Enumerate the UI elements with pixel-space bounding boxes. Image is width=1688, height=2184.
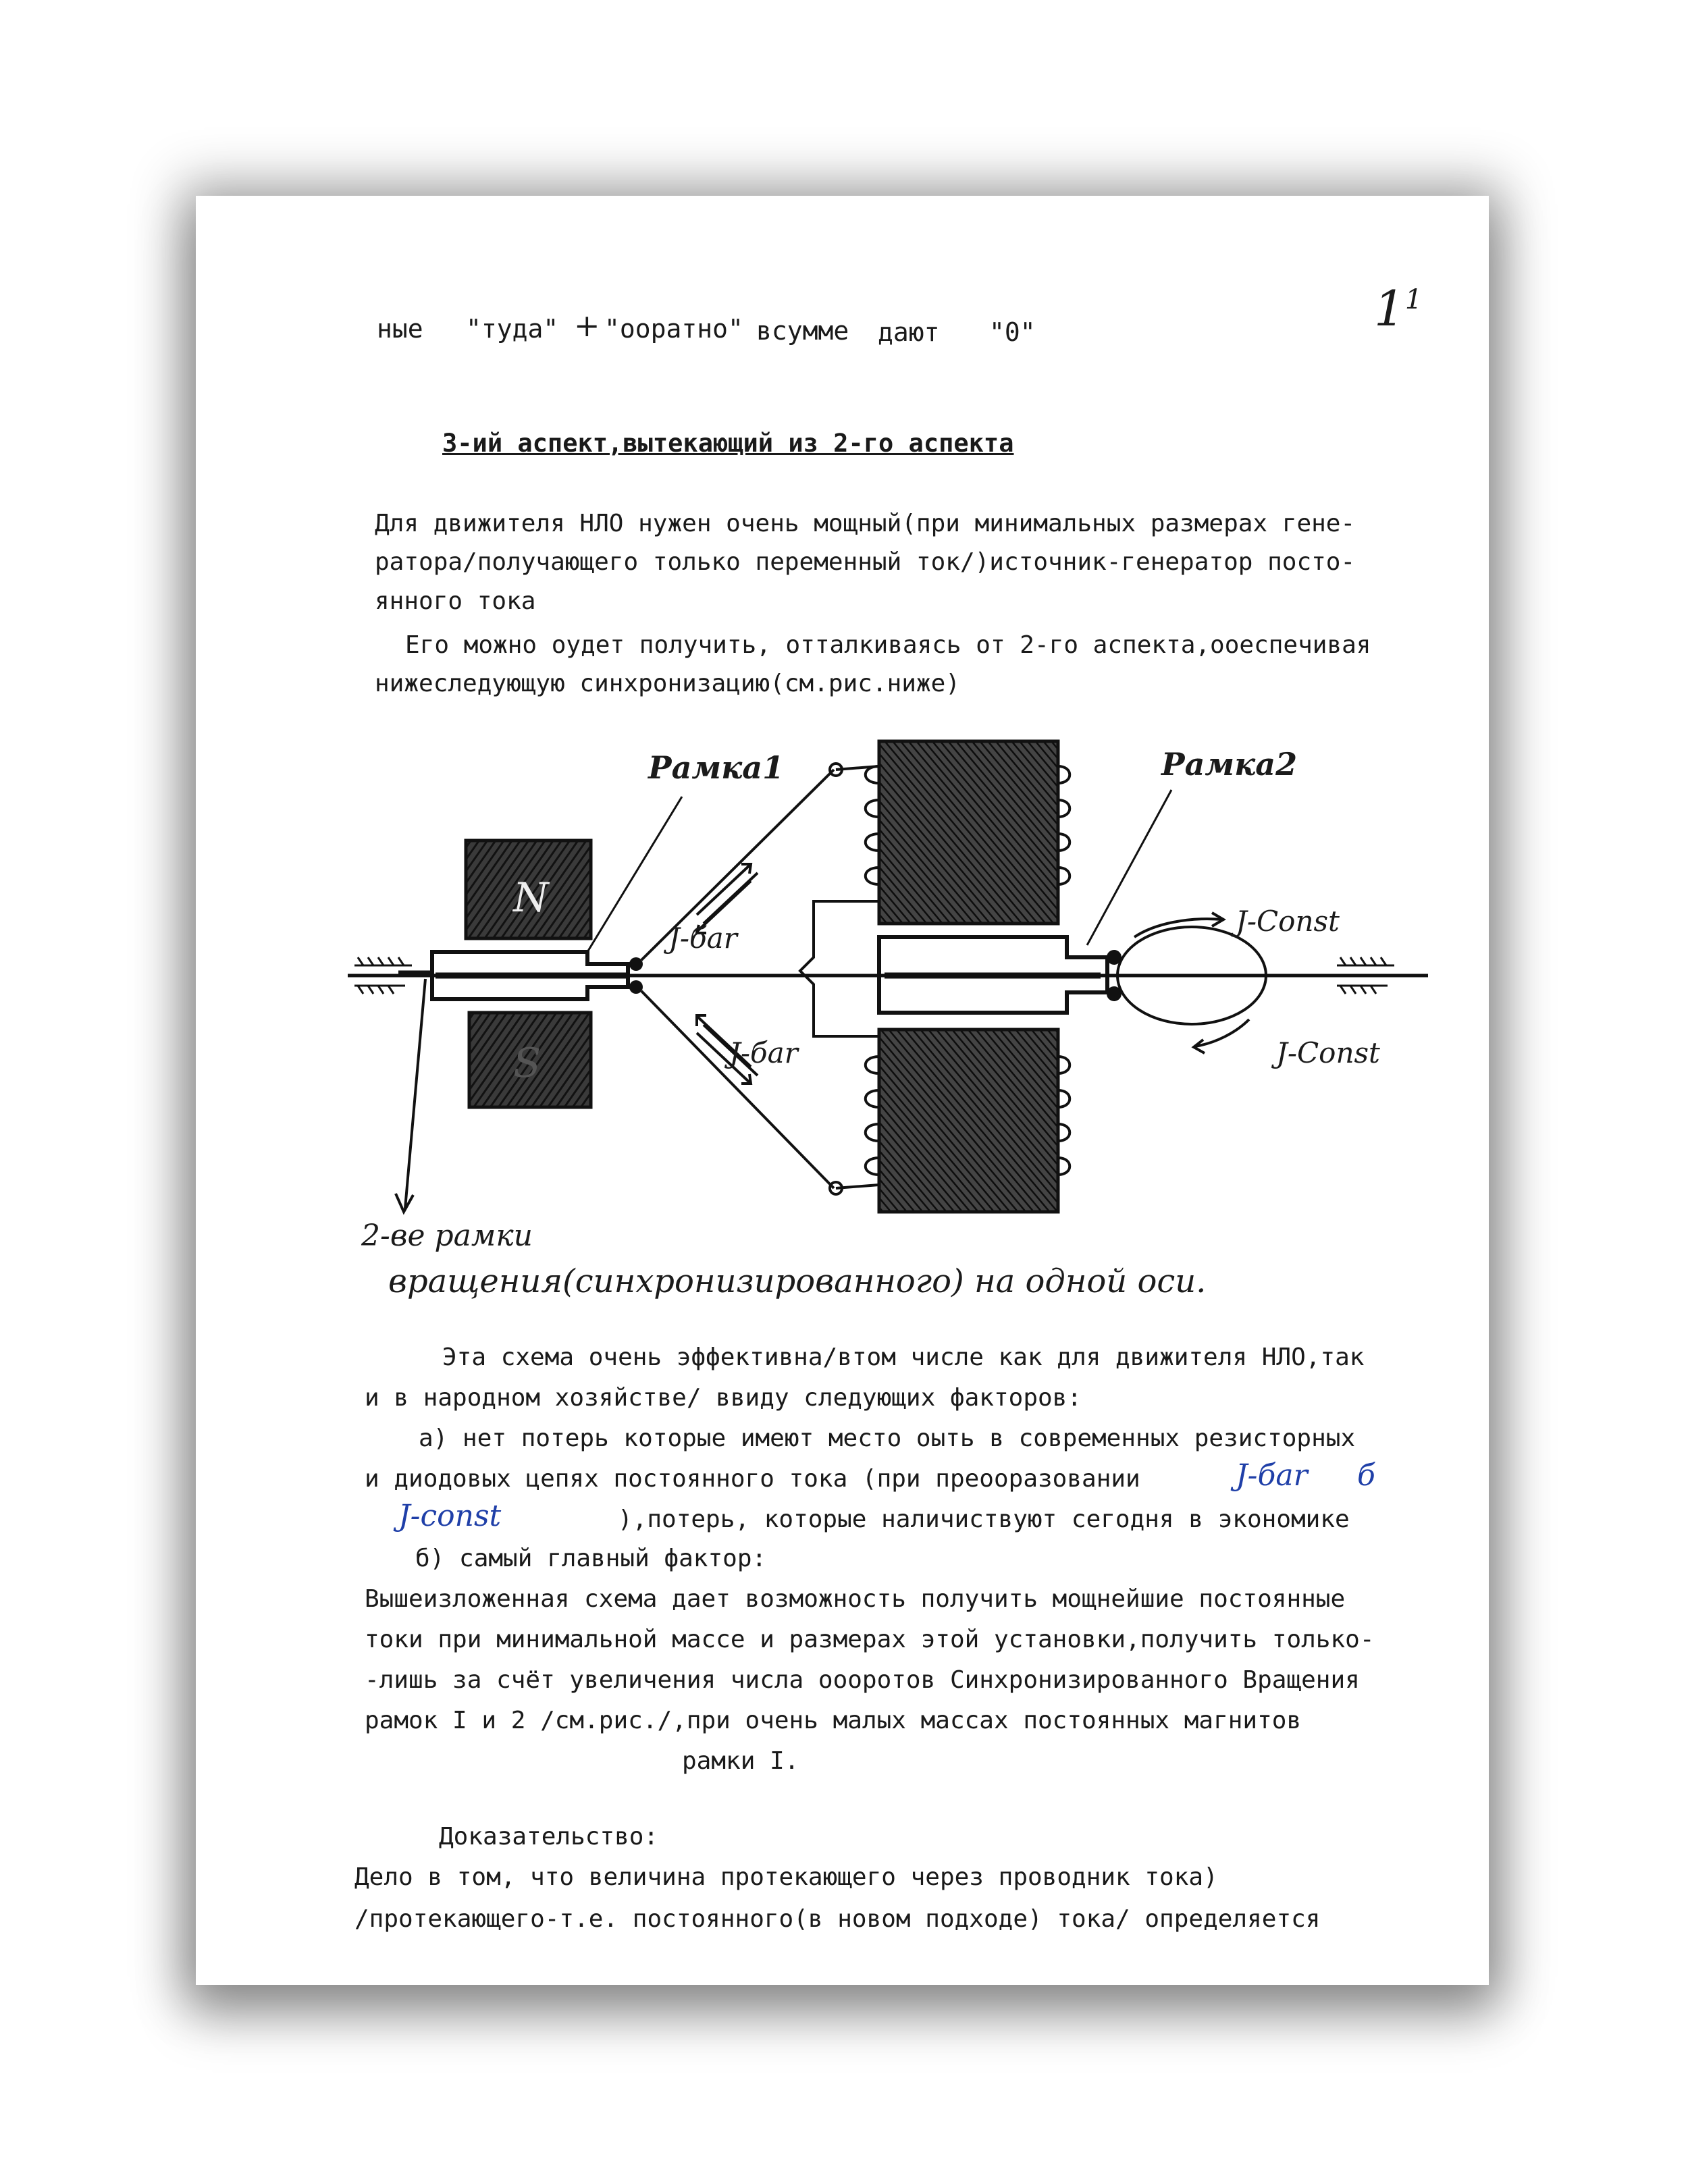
paragraph-line: Эта схема очень эффективна/втом числе как для движителя НЛО,так	[442, 1343, 1365, 1371]
paragraph-line: рамки I.	[682, 1747, 799, 1775]
proof-heading: Доказательство:	[439, 1823, 659, 1850]
paragraph-line: -лишь за счёт увеличения числа оооротов Синхронизированного Вращения	[365, 1666, 1360, 1694]
coil-lower	[879, 1030, 1058, 1212]
list-item-b: б) самый главный фактор:	[415, 1545, 767, 1572]
paragraph-line: нижеследующую синхронизацию(см.рис.ниже)	[375, 670, 960, 697]
plus-sign: +	[574, 307, 600, 344]
paragraph-line: Вышеизложенная схема дает возможность получить мощнейшие постоянные	[365, 1585, 1346, 1613]
page-number: $1^1$	[1374, 280, 1423, 337]
paragraph-line: токи при минимальной массе и размерах этой установки,получить только-	[365, 1626, 1375, 1653]
paragraph-line: Его можно оудет получить, отталкиваясь от 2-го аспекта,ооеспечивая	[405, 631, 1371, 659]
paragraph-line: рамок I и 2 /см.рис./,при очень малых массах постоянных магнитов	[365, 1707, 1302, 1734]
intro-word: дают	[878, 317, 940, 347]
handwritten-j-var: J-бar	[1236, 1458, 1308, 1493]
intro-word: "ооратно"	[604, 314, 743, 344]
coil-upper	[879, 741, 1058, 924]
paragraph-line: и в народном хозяйстве/ ввиду следующих факторов:	[365, 1384, 1082, 1412]
frame1-label: Рамка1	[648, 749, 785, 786]
list-item-a: а) нет потерь которые имеют место оыть в современных резисторных	[419, 1424, 1356, 1452]
intro-word: всумме	[756, 316, 849, 346]
list-item-a-line: и диодовых цепях постоянного тока (при преооразовании	[365, 1465, 1140, 1493]
leader-frame1	[587, 797, 682, 952]
intro-word: ные	[377, 314, 423, 344]
coil-link	[800, 901, 879, 1036]
j-var-label-bottom: J-бar	[729, 1036, 798, 1069]
j-var-label-top: J-бar	[668, 922, 737, 955]
wire-lower	[641, 991, 834, 1188]
frame1-contact-top	[629, 957, 643, 971]
handwritten-j-const: J-const	[398, 1499, 502, 1533]
j-const-label-top: J-Const	[1236, 905, 1340, 938]
paragraph-line: Дело в том, что величина протекающего через проводник тока)	[354, 1863, 1218, 1891]
frame2-label: Рамка2	[1161, 746, 1298, 782]
handwritten-b: б	[1357, 1458, 1375, 1493]
caption-pointer	[405, 979, 425, 1208]
intro-word: "0"	[989, 317, 1036, 347]
j-const-label-bottom: J-Const	[1276, 1036, 1380, 1069]
leader-frame2	[1087, 790, 1171, 945]
magnet-north-mark: N	[513, 874, 549, 922]
diagram-caption-2: вращения(синхронизированного) на одной оси.	[388, 1262, 1207, 1300]
section-heading: 3-ий аспект,вытекающий из 2-го аспекта	[442, 429, 1014, 458]
document-page	[196, 196, 1489, 1985]
paragraph-line: ратора/получающего только переменный ток/)источник-генератор посто-	[375, 548, 1356, 576]
magnet-south-mark: S	[513, 1040, 542, 1087]
paragraph-line: Для движителя НЛО нужен очень мощный(при минимальных размерах гене-	[375, 510, 1356, 537]
paragraph-line: /протекающего-т.е. постоянного(в новом подходе) тока/ определяется	[354, 1905, 1321, 1933]
list-item-a-cont: ),потерь, которые наличиствуют сегодня в экономике	[618, 1506, 1350, 1533]
intro-word: "туда"	[466, 314, 559, 344]
diagram-caption-1: 2-ве рамки	[361, 1219, 533, 1253]
paragraph-line: янного тока	[375, 587, 536, 615]
